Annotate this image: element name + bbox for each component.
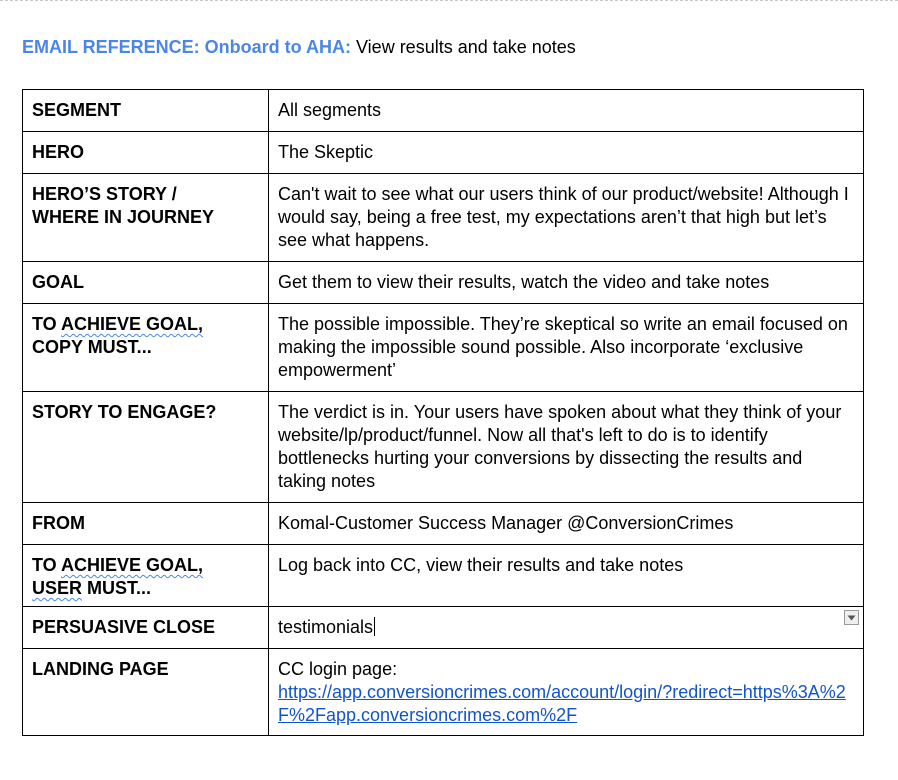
row-label-user-must[interactable]: TO ACHIEVE GOAL, USER MUST... bbox=[23, 545, 269, 607]
table-row bbox=[23, 174, 864, 262]
email-reference-heading bbox=[22, 37, 576, 58]
row-value-user-must[interactable]: Log back into CC, view their results and take notes bbox=[269, 545, 864, 607]
text-cursor bbox=[374, 617, 375, 636]
row-label-from[interactable]: FROM bbox=[23, 503, 269, 545]
table-row bbox=[23, 649, 864, 736]
row-label-goal[interactable]: GOAL bbox=[23, 262, 269, 304]
row-label-hero[interactable]: HERO bbox=[23, 132, 269, 174]
row-value-goal[interactable]: Get them to view their results, watch the video and take notes bbox=[269, 262, 864, 304]
table-row bbox=[23, 545, 864, 607]
row-value-segment[interactable]: All segments bbox=[269, 90, 864, 132]
row-label-copy-must[interactable]: TO ACHIEVE GOAL, COPY MUST... bbox=[23, 304, 269, 392]
row-value-heros-story[interactable]: Can't wait to see what our users think of our product/website! Although I would say, being a free test, my expectations aren’t that high but let’s see what happens. bbox=[269, 174, 864, 262]
row-value-landing-page[interactable]: CC login page: https://app.conversioncrimes.com/account/login/?redirect=https%3A%2F%2Fapp.conversioncrimes.com%2F bbox=[269, 649, 864, 736]
table-row bbox=[23, 132, 864, 174]
row-value-hero[interactable]: The Skeptic bbox=[269, 132, 864, 174]
row-value-story-to-engage[interactable]: The verdict is in. Your users have spoken about what they think of your website/lp/product/funnel. Now all that's left to do is to identify bottlenecks hurting your conversions by dissecting the results and taking notes bbox=[269, 392, 864, 503]
table-row bbox=[23, 304, 864, 392]
row-label-segment[interactable]: SEGMENT bbox=[23, 90, 269, 132]
email-brief-table bbox=[22, 89, 864, 736]
row-value-persuasive-close[interactable]: testimonials bbox=[269, 607, 864, 649]
row-value-copy-must[interactable]: The possible impossible. They’re skeptical so write an email focused on making the impossible sound possible. Also incorporate ‘exclusive empowerment’ bbox=[269, 304, 864, 392]
table-row bbox=[23, 503, 864, 545]
spellcheck-underline: ACHIEVE GOAL, bbox=[61, 314, 204, 334]
page-edge bbox=[0, 0, 898, 5]
row-value-from[interactable]: Komal-Customer Success Manager @ConversionCrimes bbox=[269, 503, 864, 545]
reference-title: View results and take notes bbox=[351, 37, 576, 57]
landing-page-link[interactable]: https://app.conversioncrimes.com/account/login/?redirect=https%3A%2F%2Fapp.conversioncrimes.com%2F bbox=[278, 682, 846, 725]
table-row bbox=[23, 262, 864, 304]
row-label-persuasive-close[interactable]: PERSUASIVE CLOSE bbox=[23, 607, 269, 649]
spellcheck-underline: USER bbox=[32, 578, 83, 598]
row-label-story-to-engage[interactable]: STORY TO ENGAGE? bbox=[23, 392, 269, 503]
smart-chip-dropdown-button[interactable] bbox=[844, 610, 859, 625]
spellcheck-underline: ACHIEVE GOAL, bbox=[61, 555, 204, 575]
table-row bbox=[23, 90, 864, 132]
table-row bbox=[23, 607, 864, 649]
row-label-landing-page[interactable]: LANDING PAGE bbox=[23, 649, 269, 736]
reference-label: EMAIL REFERENCE: Onboard to AHA: bbox=[22, 37, 351, 57]
table-row bbox=[23, 392, 864, 503]
row-label-heros-story[interactable]: HERO’S STORY / WHERE IN JOURNEY bbox=[23, 174, 269, 262]
chevron-down-icon bbox=[847, 615, 856, 621]
